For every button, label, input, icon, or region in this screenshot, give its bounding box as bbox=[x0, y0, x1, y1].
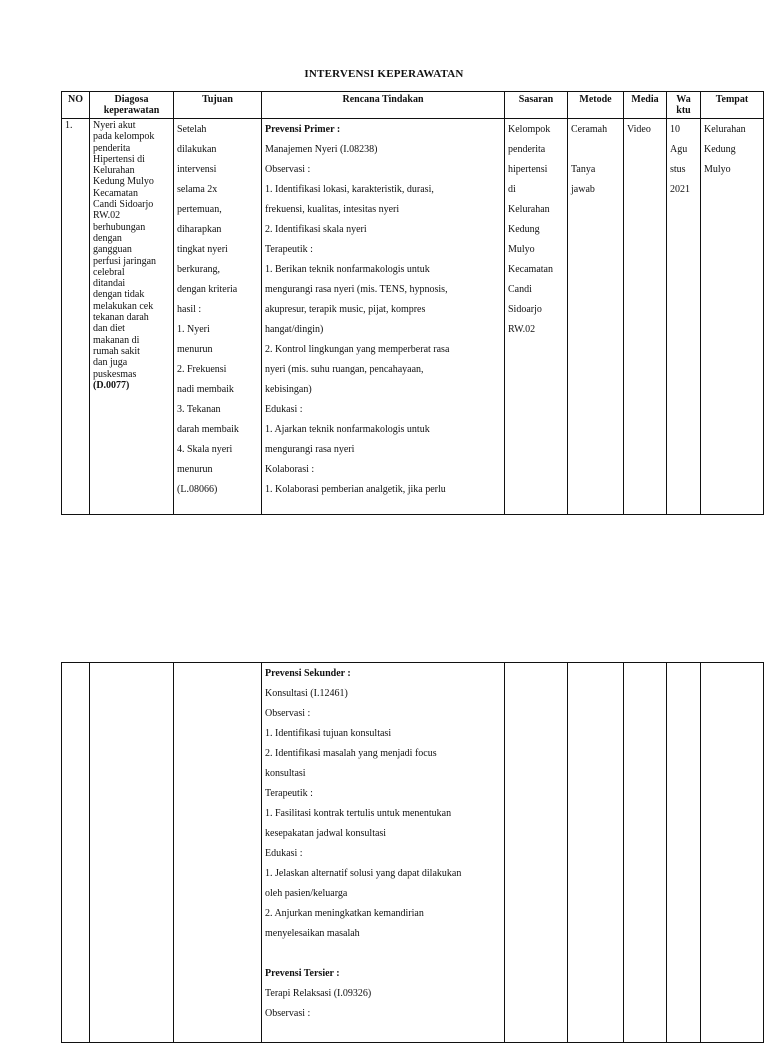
rencana-heading-sekunder: Prevensi Sekunder : bbox=[265, 668, 351, 679]
text-line: Kecamatan bbox=[93, 187, 138, 199]
text-line: 1. Berikan teknik nonfarmakologis untuk bbox=[265, 264, 430, 275]
text-line: pada kelompok bbox=[93, 131, 155, 143]
text-line: darah membaik bbox=[177, 424, 239, 435]
text-line: stus bbox=[670, 164, 686, 175]
tersier-lines bbox=[265, 984, 501, 1024]
metode-lines bbox=[571, 120, 620, 200]
text-line: 4. Skala nyeri bbox=[177, 444, 233, 455]
text-line: Agu bbox=[670, 144, 688, 155]
sekunder-lines bbox=[265, 684, 501, 944]
text-line bbox=[571, 140, 620, 160]
text-line: Terapeutik : bbox=[265, 244, 313, 255]
text-line: Observasi : bbox=[265, 1008, 311, 1019]
text-line: Tanya bbox=[571, 164, 596, 175]
text-line: 1. Fasilitasi kontrak tertulis untuk menentukan bbox=[265, 808, 452, 819]
header-sasaran: Sasaran bbox=[505, 92, 568, 119]
text-line: (L.08066) bbox=[177, 484, 218, 495]
tujuan-lines bbox=[177, 120, 258, 500]
text-line: tingkat nyeri bbox=[177, 244, 228, 255]
text-line: dengan bbox=[93, 232, 122, 244]
cell-waktu-empty bbox=[667, 663, 701, 1043]
text-line: 2. Identifikasi skala nyeri bbox=[265, 224, 367, 235]
text-line: RW.02 bbox=[93, 210, 121, 222]
text-line: Hipertensi di bbox=[93, 153, 145, 165]
table-row bbox=[62, 663, 764, 1043]
text-line: selama 2x bbox=[177, 184, 218, 195]
text-line: Edukasi : bbox=[265, 848, 303, 859]
text-line: Observasi : bbox=[265, 164, 311, 175]
header-no: NO bbox=[62, 92, 90, 119]
diagnosa-code: (D.0077) bbox=[93, 379, 130, 391]
sasaran-lines bbox=[508, 120, 564, 340]
text-line: Terapeutik : bbox=[265, 788, 313, 799]
text-line: jawab bbox=[571, 184, 595, 195]
text-line: Manajemen Nyeri (I.08238) bbox=[265, 144, 378, 155]
text-line: hasil : bbox=[177, 304, 202, 315]
text-line: 2021 bbox=[670, 184, 690, 195]
text-line: menyelesaikan masalah bbox=[265, 928, 360, 939]
text-line: 3. Tekanan bbox=[177, 404, 221, 415]
text-line: menurun bbox=[177, 344, 213, 355]
text-line: pertemuan, bbox=[177, 204, 222, 215]
text-line: Kedung bbox=[704, 144, 736, 155]
header-rencana: Rencana Tindakan bbox=[262, 92, 505, 119]
section-spacer bbox=[265, 944, 501, 964]
text-line: makanan di bbox=[93, 334, 140, 346]
text-line: perfusi jaringan bbox=[93, 255, 157, 267]
text-line: tekanan darah bbox=[93, 312, 149, 324]
text-line: Terapi Relaksasi (I.09326) bbox=[265, 988, 372, 999]
text-line: kebisingan) bbox=[265, 384, 312, 395]
text-line: hangat/dingin) bbox=[265, 324, 324, 335]
cell-rencana bbox=[262, 119, 505, 515]
text-line: diharapkan bbox=[177, 224, 222, 235]
text-line: konsultasi bbox=[265, 768, 306, 779]
cell-media-empty bbox=[624, 663, 667, 1043]
header-metode: Metode bbox=[568, 92, 624, 119]
document-title: INTERVENSI KEPERAWATAN bbox=[304, 68, 464, 80]
text-line: nyeri (mis. suhu ruangan, pencahayaan, bbox=[265, 364, 424, 375]
text-line: mengurangi rasa nyeri bbox=[265, 444, 355, 455]
cell-waktu bbox=[667, 119, 701, 515]
text-line: 1. Identifikasi lokasi, karakteristik, durasi, bbox=[265, 184, 434, 195]
cell-rencana-continued bbox=[262, 663, 505, 1043]
text-line: 1. Jelaskan alternatif solusi yang dapat dilakukan bbox=[265, 868, 462, 879]
text-line: 2. Frekuensi bbox=[177, 364, 227, 375]
text-line: dengan tidak bbox=[93, 289, 145, 301]
cell-sasaran-empty bbox=[505, 663, 568, 1043]
text-line: Candi Sidoarjo bbox=[93, 199, 154, 211]
tempat-lines bbox=[704, 120, 760, 180]
text-line: intervensi bbox=[177, 164, 217, 175]
text-line: dan juga bbox=[93, 357, 128, 369]
text-line: oleh pasien/keluarga bbox=[265, 888, 348, 899]
cell-tujuan bbox=[174, 119, 262, 515]
text-line: Kelurahan bbox=[508, 204, 550, 215]
text-line: 2. Identifikasi masalah yang menjadi focus bbox=[265, 748, 437, 759]
text-line: rumah sakit bbox=[93, 345, 140, 357]
text-line: Kolaborasi : bbox=[265, 464, 315, 475]
text-line: 2. Kontrol lingkungan yang memperberat rasa bbox=[265, 344, 450, 355]
cell-diagnosa bbox=[90, 119, 174, 515]
cell-tujuan-empty bbox=[174, 663, 262, 1043]
text-line: Observasi : bbox=[265, 708, 311, 719]
cell-metode-empty bbox=[568, 663, 624, 1043]
media-value: Video bbox=[627, 124, 651, 135]
text-line: penderita bbox=[508, 144, 546, 155]
rencana-lines bbox=[265, 140, 501, 500]
text-line: dilakukan bbox=[177, 144, 217, 155]
text-line: puskesmas bbox=[93, 368, 137, 380]
text-line: 10 bbox=[670, 124, 680, 135]
header-tujuan: Tujuan bbox=[174, 92, 262, 119]
text-line: akupresur, terapik music, pijat, kompres bbox=[265, 304, 426, 315]
cell-metode bbox=[568, 119, 624, 515]
text-line: RW.02 bbox=[508, 324, 536, 335]
text-line: menurun bbox=[177, 464, 213, 475]
intervention-table-continued bbox=[61, 662, 764, 1043]
text-line: Mulyo bbox=[704, 164, 731, 175]
waktu-lines bbox=[670, 120, 697, 200]
text-line: Nyeri akut bbox=[93, 120, 136, 131]
cell-diagnosa-empty bbox=[90, 663, 174, 1043]
cell-tempat bbox=[701, 119, 764, 515]
cell-tempat-empty bbox=[701, 663, 764, 1043]
text-line: Kelurahan bbox=[93, 165, 135, 177]
text-line: nadi membaik bbox=[177, 384, 234, 395]
text-line: Edukasi : bbox=[265, 404, 303, 415]
header-tempat: Tempat bbox=[701, 92, 764, 119]
text-line: Setelah bbox=[177, 124, 207, 135]
cell-no-empty bbox=[62, 663, 90, 1043]
header-media: Media bbox=[624, 92, 667, 119]
text-line: di bbox=[508, 184, 516, 195]
text-line: Mulyo bbox=[508, 244, 535, 255]
text-line: 2. Anjurkan meningkatkan kemandirian bbox=[265, 908, 424, 919]
text-line: 1. Nyeri bbox=[177, 324, 210, 335]
header-diagnosa: Diagosa keperawatan bbox=[90, 92, 174, 119]
diagnosa-lines bbox=[93, 120, 170, 380]
text-line: Kecamatan bbox=[508, 264, 553, 275]
text-line: Konsultasi (I.12461) bbox=[265, 688, 348, 699]
intervention-table bbox=[61, 91, 764, 515]
text-line: berhubungan bbox=[93, 221, 146, 233]
table-row bbox=[62, 119, 764, 515]
rencana-heading-tersier: Prevensi Tersier : bbox=[265, 968, 340, 979]
text-line: Kelurahan bbox=[704, 124, 746, 135]
text-line: dengan kriteria bbox=[177, 284, 238, 295]
text-line: Ceramah bbox=[571, 124, 608, 135]
rencana-heading-primer: Prevensi Primer : bbox=[265, 124, 341, 135]
header-waktu: Wa ktu bbox=[667, 92, 701, 119]
cell-sasaran bbox=[505, 119, 568, 515]
text-line: Kedung bbox=[508, 224, 540, 235]
text-line: Candi bbox=[508, 284, 532, 295]
text-line: frekuensi, kualitas, intesitas nyeri bbox=[265, 204, 400, 215]
text-line: gangguan bbox=[93, 244, 132, 256]
text-line: penderita bbox=[93, 142, 131, 154]
text-line: 1. Kolaborasi pemberian analgetik, jika perlu bbox=[265, 484, 446, 495]
text-line: 1. Identifikasi tujuan konsultasi bbox=[265, 728, 392, 739]
table-header-row bbox=[62, 92, 764, 119]
text-line: mengurangi rasa nyeri (mis. TENS, hypnosis, bbox=[265, 284, 448, 295]
text-line: Sidoarjo bbox=[508, 304, 542, 315]
text-line: hipertensi bbox=[508, 164, 548, 175]
text-line: ditandai bbox=[93, 278, 126, 290]
text-line: kesepakatan jadwal konsultasi bbox=[265, 828, 387, 839]
cell-no: 1. bbox=[62, 119, 90, 515]
cell-media bbox=[624, 119, 667, 515]
text-line: Kelompok bbox=[508, 124, 551, 135]
text-line: 1. Ajarkan teknik nonfarmakologis untuk bbox=[265, 424, 430, 435]
text-line: berkurang, bbox=[177, 264, 221, 275]
text-line: celebral bbox=[93, 266, 125, 278]
text-line: dan diet bbox=[93, 323, 125, 335]
text-line: melakukan cek bbox=[93, 300, 154, 312]
text-line: Kedung Mulyo bbox=[93, 176, 154, 188]
